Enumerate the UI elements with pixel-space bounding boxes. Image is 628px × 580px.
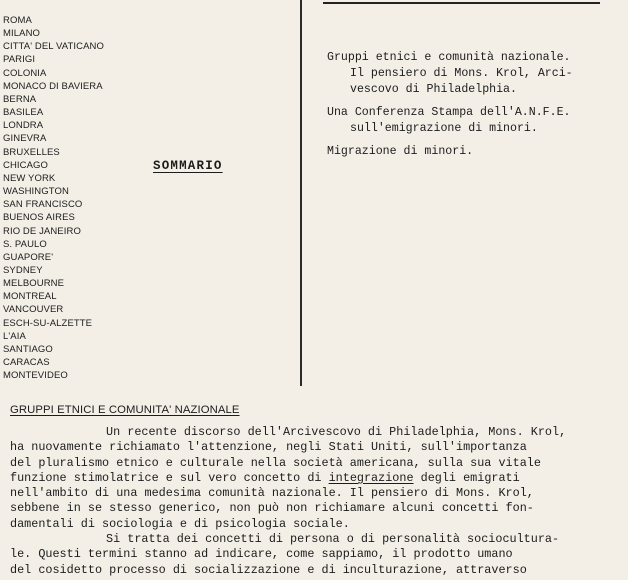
city-item: SAN FRANCISCO [3, 199, 83, 211]
article-body [10, 425, 628, 578]
city-item: BUENOS AIRES [3, 212, 75, 224]
toc-entry-line: Gruppi etnici e comunità nazionale. [327, 51, 571, 64]
city-item: SANTIAGO [3, 343, 53, 355]
city-item: SYDNEY [3, 264, 43, 276]
city-item: MONTEVIDEO [3, 370, 68, 382]
body-line: le. Questi termini stanno ad indicare, come sappiamo, il prodotto umano [10, 547, 513, 562]
body-line: nell'ambito di una medesima comunità nazionale. Il pensiero di Mons. Krol, [10, 486, 534, 501]
city-item: VANCOUVER [3, 304, 64, 316]
column-divider [300, 0, 302, 386]
city-item: CARACAS [3, 357, 50, 369]
toc-entry[interactable] [327, 144, 627, 160]
city-item: ROMA [3, 15, 32, 26]
city-item: WASHINGTON [3, 186, 69, 198]
city-item: RIO DE JANEIRO [3, 225, 81, 237]
city-item: PARIGI [3, 54, 36, 66]
toc-entry-line: Il pensiero di Mons. Krol, Arci- [350, 67, 573, 80]
city-item: NEW YORK [3, 172, 56, 184]
body-line: Si tratta dei concetti di persona o di personalità sociocultura- [106, 532, 560, 547]
body-line: sebbene in se stesso generico, non può non richiamare alcuni concetti fon- [10, 501, 534, 516]
body-text-fragment: degli emigrati [413, 470, 520, 485]
city-item: GUAPORE' [3, 251, 54, 263]
table-of-contents [327, 50, 627, 167]
body-line: del cosidetto processo di socializzazione e di inculturazione, attraverso [10, 562, 527, 577]
city-item: CITTA' DEL VATICANO [3, 41, 105, 53]
top-rule [323, 2, 600, 4]
city-item: COLONIA [3, 67, 47, 79]
city-item: MILANO [3, 28, 41, 40]
body-line: Un recente discorso dell'Arcivescovo di Philadelphia, Mons. Krol, [106, 425, 567, 439]
city-item: LONDRA [3, 120, 44, 132]
city-item: BASILEA [3, 107, 44, 119]
city-item: BERNA [3, 93, 37, 105]
city-item: S. PAULO [3, 238, 47, 250]
toc-entry-line: vescovo di Philadelphia. [350, 83, 517, 96]
body-line: ha nuovamente richiamato l'attenzione, negli Stati Uniti, sull'importanza [10, 440, 527, 455]
city-item: MONACO DI BAVIERA [3, 80, 103, 92]
sommario-heading: SOMMARIO [153, 159, 223, 173]
body-text-fragment: funzione stimolatrice e sul vero concetto di [10, 470, 329, 485]
city-item: MONTREAL [3, 291, 57, 303]
body-line: damentali di sociologia e di psicologia sociale. [10, 516, 350, 531]
toc-entry[interactable] [327, 105, 627, 137]
toc-entry-line: Migrazione di minori. [327, 145, 474, 158]
city-item: MELBOURNE [3, 278, 65, 290]
section-title: GRUPPI ETNICI E COMUNITA' NAZIONALE [10, 404, 240, 416]
city-item: L'AIA [3, 330, 26, 342]
underlined-term: integrazione [328, 470, 414, 485]
body-line: del pluralismo etnico e culturale nella società americana, sulla sua vitale [10, 455, 541, 470]
city-item: ESCH-SU-ALZETTE [3, 317, 93, 329]
city-list [3, 14, 104, 382]
toc-entry[interactable] [327, 50, 627, 98]
toc-entry-line: sull'emigrazione di minori. [350, 122, 538, 135]
toc-entry-line: Una Conferenza Stampa dell'A.N.F.E. [327, 106, 571, 119]
city-item: BRUXELLES [3, 146, 60, 158]
body-line [10, 471, 628, 486]
city-item: GINEVRA [3, 133, 47, 145]
city-item: CHICAGO [3, 159, 49, 171]
